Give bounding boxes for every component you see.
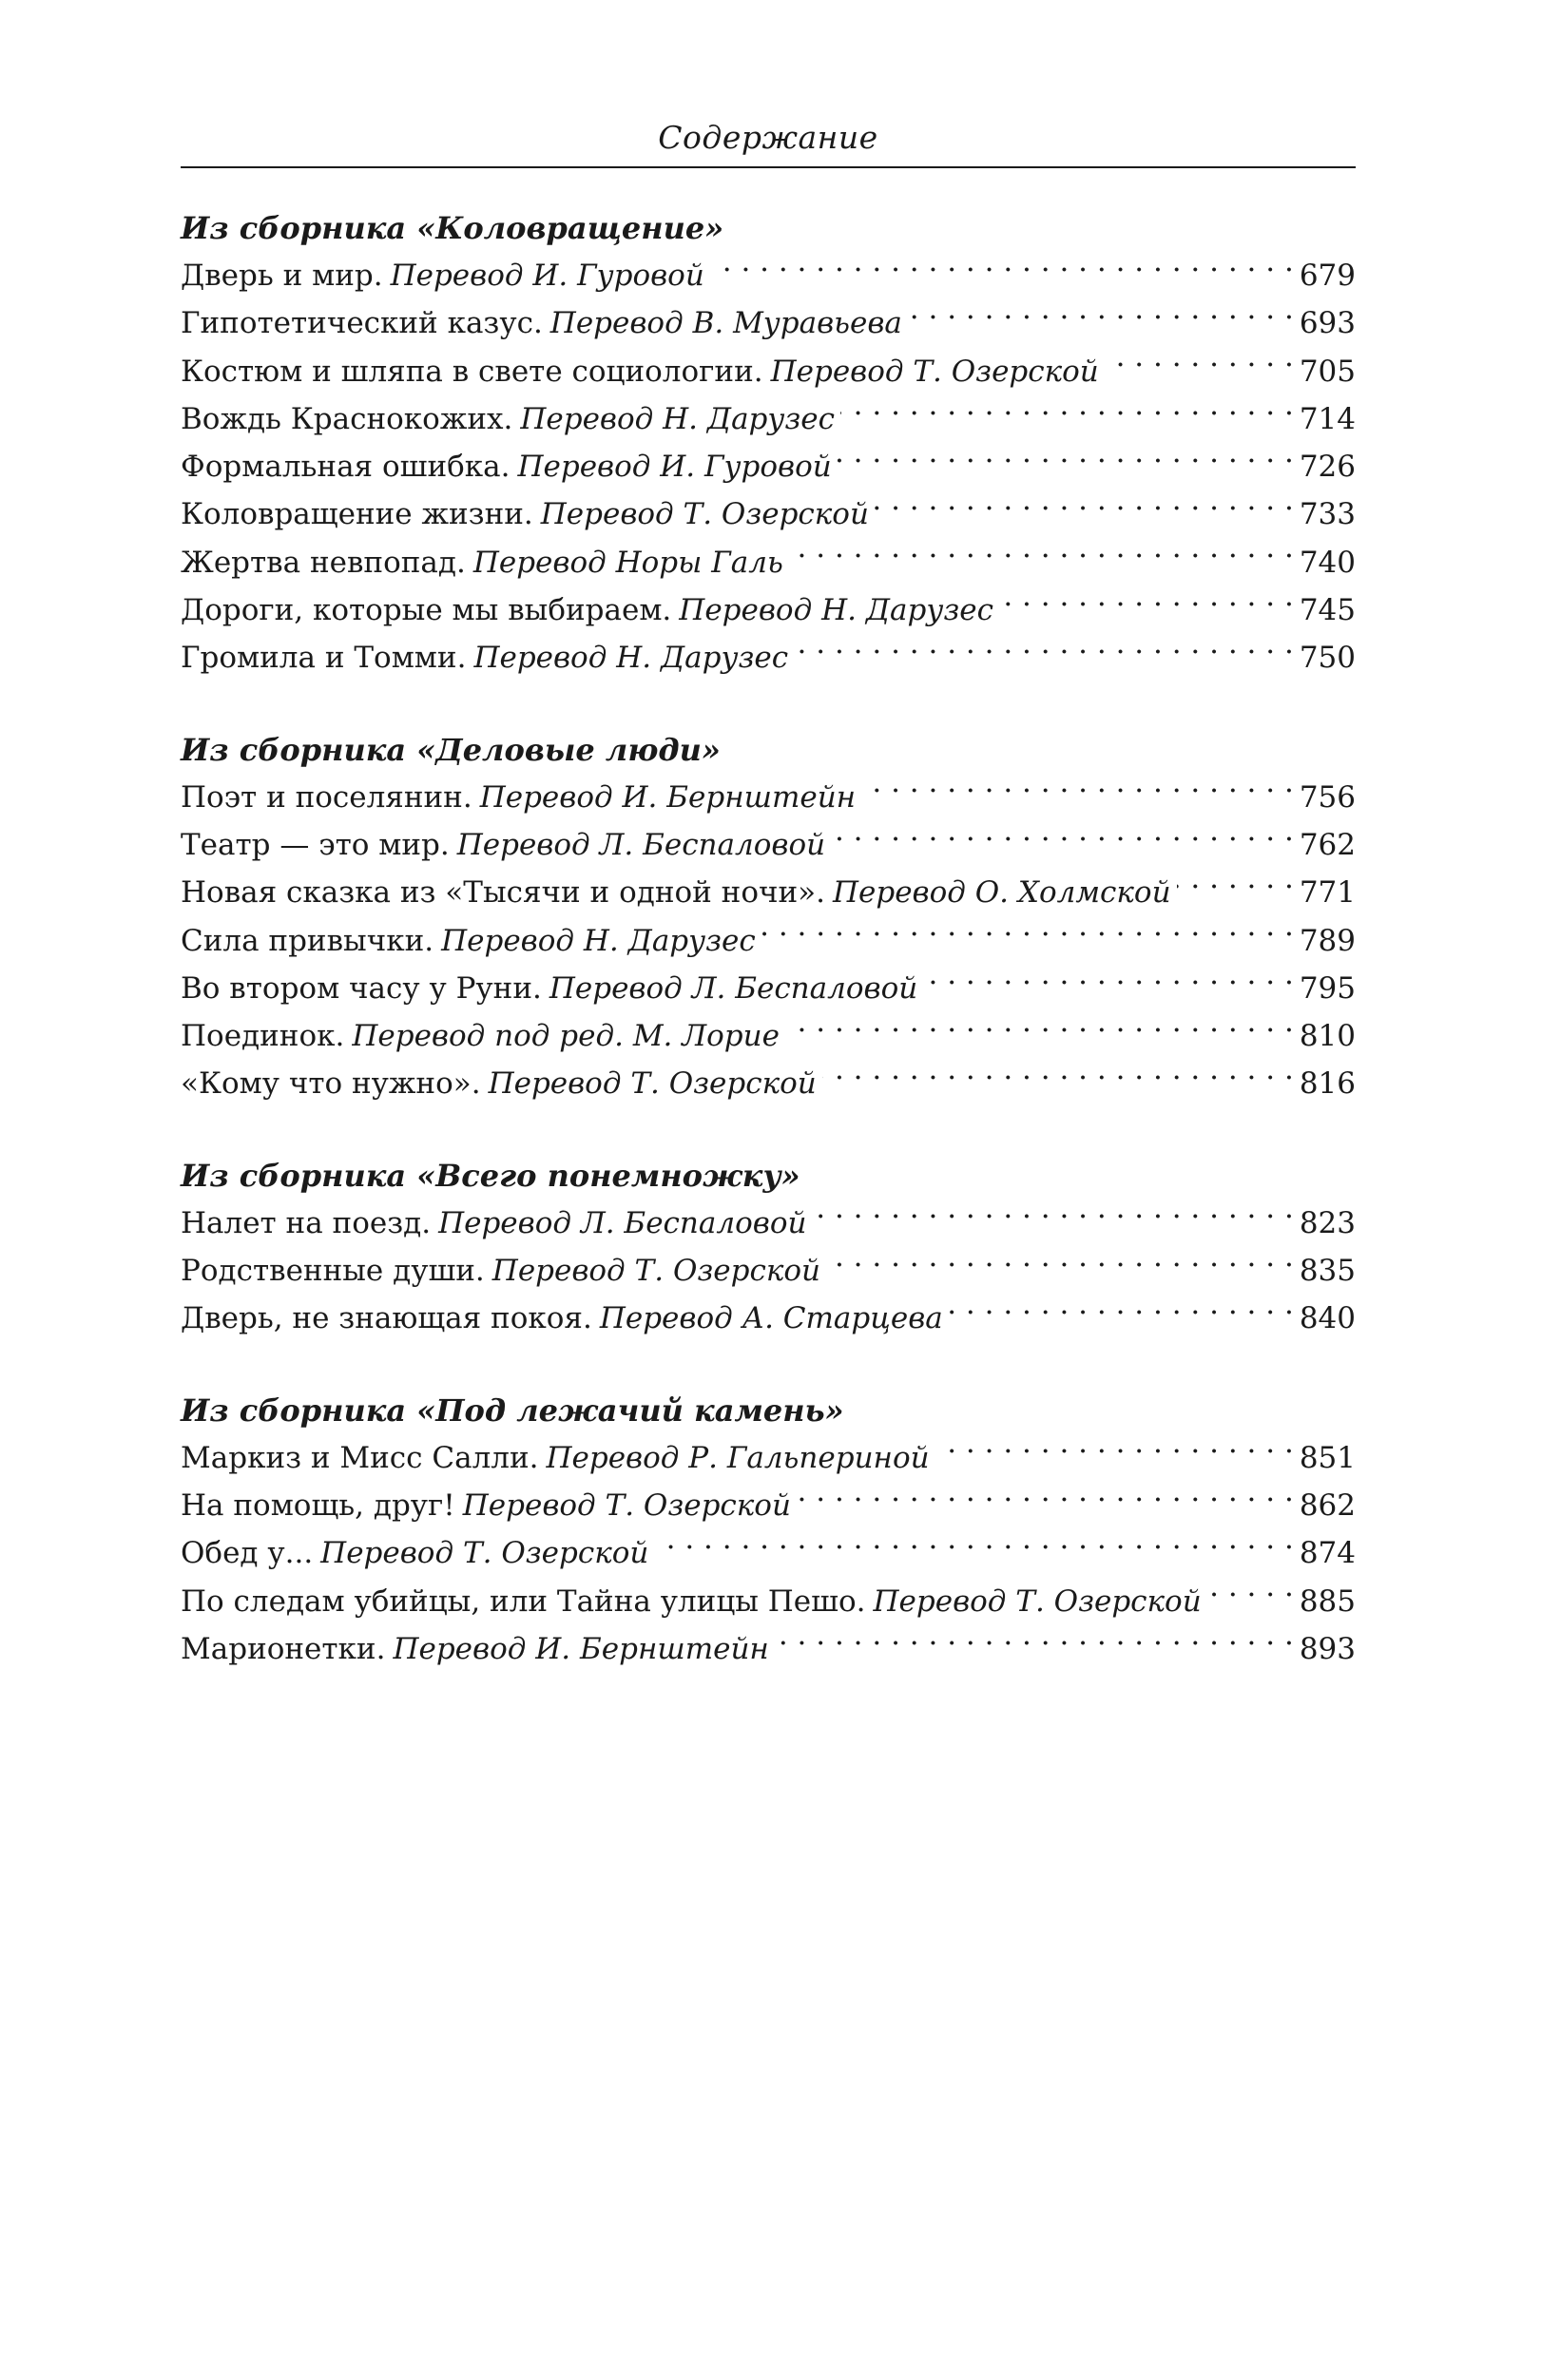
entry-title: Формальная ошибка. xyxy=(181,450,511,485)
entry-title: Поэт и поселянин. xyxy=(181,779,472,815)
entry-translator: Перевод Н. Дарузес xyxy=(441,923,756,958)
entry-title: Дверь и мир. xyxy=(181,259,383,293)
entry-translator: Перевод Т. Озерской xyxy=(770,354,1099,389)
toc-entry[interactable] xyxy=(181,821,1356,869)
dot-leader xyxy=(826,1251,1294,1280)
running-head: Содержание xyxy=(181,122,1356,168)
toc-entry[interactable] xyxy=(181,774,1356,821)
entry-page-number: 795 xyxy=(1299,970,1356,1006)
entry-translator: Перевод Н. Дарузес xyxy=(520,401,835,436)
dot-leader xyxy=(999,590,1294,620)
toc-entry[interactable] xyxy=(181,443,1356,490)
dot-leader xyxy=(875,494,1294,524)
dot-leader xyxy=(840,399,1294,429)
entry-title: Костюм и шляпа в свете социологии. xyxy=(181,354,763,389)
entry-title: Жертва невпопад. xyxy=(181,545,466,580)
dot-leader xyxy=(1105,352,1294,381)
entry-translator: Перевод А. Старцева xyxy=(599,1301,943,1336)
toc-entry[interactable] xyxy=(181,1625,1356,1673)
toc-section xyxy=(181,1387,1356,1673)
dot-leader xyxy=(923,969,1294,998)
entry-title: Дверь, не знающая покоя. xyxy=(181,1301,592,1336)
entry-page-number: 835 xyxy=(1299,1254,1356,1289)
dot-leader xyxy=(838,447,1294,476)
entry-title: Родственные души. xyxy=(181,1254,485,1289)
toc-entry[interactable] xyxy=(181,1012,1356,1060)
dot-leader xyxy=(822,1064,1294,1093)
entry-page-number: 726 xyxy=(1299,450,1356,485)
entry-title: Театр — это мир. xyxy=(181,827,450,862)
entry-page-number: 862 xyxy=(1299,1488,1356,1523)
entry-title: Поединок. xyxy=(181,1019,345,1054)
toc-entry[interactable] xyxy=(181,1295,1356,1342)
entry-translator: Перевод О. Холмской xyxy=(832,875,1171,911)
dot-leader xyxy=(789,543,1294,572)
entry-title: Громила и Томми. xyxy=(181,641,467,676)
entry-page-number: 756 xyxy=(1299,779,1356,815)
entry-translator: Перевод Н. Дарузес xyxy=(679,593,993,628)
entry-translator: Перевод И. Бернштейн xyxy=(393,1631,769,1666)
toc-entry[interactable] xyxy=(181,299,1356,347)
entry-translator: Перевод Н. Дарузес xyxy=(473,641,789,676)
entry-title: Гипотетический казус. xyxy=(181,306,543,341)
entry-translator: Перевод Л. Беспаловой xyxy=(438,1205,807,1240)
entry-translator: Перевод Л. Беспаловой xyxy=(456,827,826,862)
toc-entry[interactable] xyxy=(181,634,1356,681)
entry-page-number: 810 xyxy=(1299,1019,1356,1054)
section-title: Из сборника «Под лежачий камень» xyxy=(181,1392,844,1429)
entry-title: Налет на поезд. xyxy=(181,1205,432,1240)
toc-entry[interactable] xyxy=(181,917,1356,965)
toc-entry[interactable] xyxy=(181,586,1356,634)
entry-translator: Перевод Т. Озерской xyxy=(320,1536,649,1571)
section-title: Из сборника «Всего понемножку» xyxy=(181,1157,800,1194)
entry-title: По следам убийцы, или Тайна улицы Пешо. xyxy=(181,1583,866,1619)
entry-page-number: 679 xyxy=(1299,259,1356,293)
toc-section xyxy=(181,726,1356,1108)
dot-leader xyxy=(1177,873,1294,902)
entry-translator: Перевод Р. Гальпериной xyxy=(546,1440,930,1475)
entry-translator: Перевод Т. Озерской xyxy=(491,1254,820,1289)
entry-title: Новая сказка из «Тысячи и одной ночи». xyxy=(181,875,825,911)
dot-leader xyxy=(935,1438,1294,1468)
entry-page-number: 851 xyxy=(1299,1440,1356,1475)
toc-entry[interactable] xyxy=(181,395,1356,443)
entry-page-number: 705 xyxy=(1299,354,1356,389)
entry-translator: Перевод под ред. М. Лорие xyxy=(352,1019,780,1054)
entry-translator: Перевод Норы Галь xyxy=(472,545,783,580)
toc-entry[interactable] xyxy=(181,869,1356,916)
entry-page-number: 885 xyxy=(1299,1583,1356,1619)
entry-translator: Перевод Т. Озерской xyxy=(540,497,869,532)
section-title: Из сборника «Коловращение» xyxy=(181,210,724,246)
dot-leader xyxy=(654,1533,1293,1563)
entry-page-number: 762 xyxy=(1299,827,1356,862)
entry-translator: Перевод Т. Озерской xyxy=(462,1488,791,1523)
entry-title: Дороги, которые мы выбираем. xyxy=(181,593,672,628)
toc-entry[interactable] xyxy=(181,539,1356,586)
entry-translator: Перевод И. Бернштейн xyxy=(479,779,857,815)
entry-title: Коловращение жизни. xyxy=(181,497,533,532)
entry-page-number: 823 xyxy=(1299,1205,1356,1240)
dot-leader xyxy=(785,1016,1294,1046)
toc-entry[interactable] xyxy=(181,1482,1356,1529)
entry-page-number: 740 xyxy=(1299,545,1356,580)
toc-entry[interactable] xyxy=(181,1529,1356,1577)
dot-leader xyxy=(812,1203,1293,1233)
dot-leader xyxy=(797,1486,1294,1515)
toc-entry[interactable] xyxy=(181,1434,1356,1482)
toc-entry[interactable] xyxy=(181,965,1356,1012)
entry-translator: Перевод Т. Озерской xyxy=(488,1066,817,1102)
entry-title: Марионетки. xyxy=(181,1631,386,1666)
toc-entry[interactable] xyxy=(181,1247,1356,1295)
entry-page-number: 750 xyxy=(1299,641,1356,676)
toc-entry[interactable] xyxy=(181,1200,1356,1247)
entry-title: «Кому что нужно». xyxy=(181,1066,481,1102)
entry-title: На помощь, друг! xyxy=(181,1488,455,1523)
toc-sections xyxy=(181,204,1356,1673)
entry-page-number: 771 xyxy=(1299,875,1356,911)
dot-leader xyxy=(775,1629,1294,1659)
entry-translator: Перевод Л. Беспаловой xyxy=(549,970,918,1006)
entry-title: Вождь Краснокожих. xyxy=(181,401,513,436)
dot-leader xyxy=(831,825,1294,854)
entry-title: Во втором часу у Руни. xyxy=(181,970,542,1006)
toc-section xyxy=(181,204,1356,682)
toc-section xyxy=(181,1152,1356,1343)
dot-leader xyxy=(794,638,1294,667)
entry-translator: Перевод Т. Озерской xyxy=(873,1583,1202,1619)
toc-entry[interactable] xyxy=(181,252,1356,299)
toc-entry[interactable] xyxy=(181,1578,1356,1625)
entry-title: Сила привычки. xyxy=(181,923,434,958)
entry-translator: Перевод В. Муравьева xyxy=(549,306,902,341)
section-title: Из сборника «Деловые люди» xyxy=(181,731,721,768)
toc-entry[interactable] xyxy=(181,348,1356,395)
entry-page-number: 840 xyxy=(1299,1301,1356,1336)
toc-entry[interactable] xyxy=(181,1060,1356,1107)
entry-page-number: 874 xyxy=(1299,1536,1356,1571)
dot-leader xyxy=(861,777,1294,807)
entry-page-number: 733 xyxy=(1299,497,1356,532)
entry-page-number: 714 xyxy=(1299,401,1356,436)
entry-page-number: 789 xyxy=(1299,923,1356,958)
dot-leader xyxy=(908,303,1294,333)
entry-translator: Перевод И. Гуровой xyxy=(390,259,704,293)
entry-page-number: 693 xyxy=(1299,306,1356,341)
entry-title: Обед у... xyxy=(181,1536,314,1571)
entry-title: Маркиз и Мисс Салли. xyxy=(181,1440,539,1475)
entry-page-number: 893 xyxy=(1299,1631,1356,1666)
dot-leader xyxy=(710,256,1294,285)
dot-leader xyxy=(949,1298,1294,1328)
dot-leader xyxy=(1207,1582,1294,1611)
toc-page xyxy=(181,119,1356,1717)
entry-page-number: 816 xyxy=(1299,1066,1356,1102)
toc-entry[interactable] xyxy=(181,490,1356,538)
dot-leader xyxy=(761,921,1294,950)
entry-page-number: 745 xyxy=(1299,593,1356,628)
entry-translator: Перевод И. Гуровой xyxy=(517,450,832,485)
